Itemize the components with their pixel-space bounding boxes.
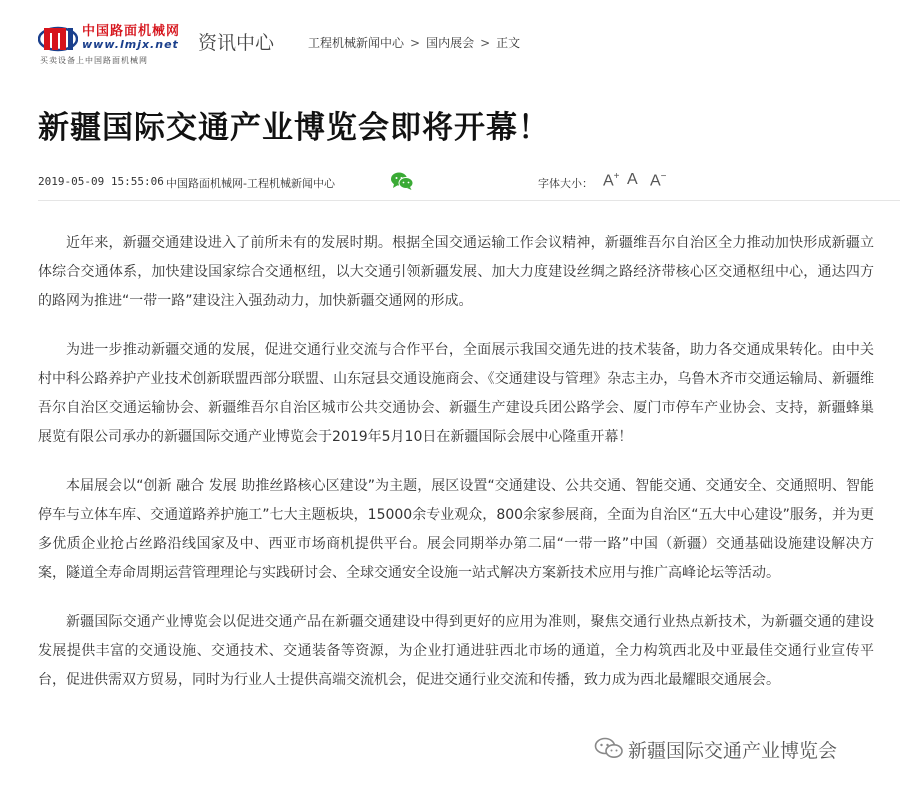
logo-mark-icon bbox=[38, 22, 78, 56]
font-size-label: 字体大小： bbox=[538, 177, 593, 190]
article-source[interactable]: 中国路面机械网-工程机械新闻中心 bbox=[166, 177, 335, 190]
article-paragraph: 新疆国际交通产业博览会以促进交通产品在新疆交通建设中得到更好的应用为准则，聚焦交通行业热点新技术，为新疆交通的建设发展提供丰富的交通设施、交通技术、交通装备等资源，为企业打通进驻西北市场的通道，全力构筑西北及中亚最佳交通行业宣传平台，促进供需双方贸易，同时为行业人士提供高端交流机会，促进交通行业交流和传播，致力成为西北最耀眼交通展会。 bbox=[38, 614, 874, 688]
breadcrumb-separator: > bbox=[480, 36, 491, 50]
meta-divider bbox=[38, 200, 900, 201]
breadcrumb-item-domestic-expo[interactable]: 国内展会 bbox=[426, 36, 475, 50]
article-body bbox=[38, 229, 874, 715]
section-title[interactable]: 资讯中心 bbox=[198, 32, 275, 54]
breadcrumb bbox=[308, 34, 520, 51]
breadcrumb-item-news-center[interactable]: 工程机械新闻中心 bbox=[308, 36, 405, 50]
font-decrease-button[interactable]: A− bbox=[650, 171, 667, 190]
site-logo[interactable] bbox=[38, 18, 193, 68]
font-reset-button[interactable]: A bbox=[627, 171, 638, 188]
site-header bbox=[0, 0, 900, 80]
wechat-share-icon[interactable] bbox=[390, 171, 414, 191]
font-increase-button[interactable]: A+ bbox=[603, 171, 620, 190]
article-title: 新疆国际交通产业博览会即将开幕！ bbox=[38, 110, 550, 146]
article-paragraph: 为进一步推动新疆交通的发展，促进交通行业交流与合作平台，全面展示我国交通先进的技术装备，助力各交通成果转化。由中关村中科公路养护产业技术创新联盟西部分联盟、山东冠县交通设施商会、《交通建设与管理》杂志主办，乌鲁木齐市交通运输局、新疆维吾尔自治区交通运输协会、新疆维吾尔自治区城市公共交通协会、新疆生产建设兵团公路学会、厦门市停车产业协会、支持，新疆蜂巢展览有限公司承办的新疆国际交通产业博览会于2019年5月10日在新疆国际会展中心隆重开幕！ bbox=[38, 342, 874, 445]
logo-name: 中国路面机械网 bbox=[82, 24, 181, 39]
logo-url: www.lmjx.net bbox=[82, 38, 179, 51]
watermark-text: 新疆国际交通产业博览会 bbox=[628, 740, 838, 762]
logo-tagline: 买卖设备上中国路面机械网 bbox=[40, 56, 148, 65]
publish-date: 2019-05-09 15:55:06 bbox=[38, 175, 164, 188]
breadcrumb-separator: > bbox=[410, 36, 421, 50]
article-meta bbox=[38, 171, 900, 193]
wechat-watermark-icon bbox=[594, 737, 624, 759]
article-paragraph: 近年来，新疆交通建设进入了前所未有的发展时期。根据全国交通运输工作会议精神，新疆维吾尔自治区全力推动加快形成新疆立体综合交通体系，加快建设国家综合交通枢纽，以大交通引领新疆发展、加大力度建设丝绸之路经济带核心区交通枢纽中心，通达四方的路网为推进“一带一路”建设注入强劲动力，加快新疆交通网的形成。 bbox=[38, 235, 874, 309]
breadcrumb-item-current: 正文 bbox=[496, 36, 521, 50]
article-paragraph: 本届展会以“创新 融合 发展 助推丝路核心区建设”为主题，展区设置“交通建设、公共交通、智能交通、交通安全、交通照明、智能停车与立体车库、交通道路养护施工”七大主题板块，15000余专业观众，800余家参展商，全面为自治区“五大中心建设”服务，并为更多优质企业抢占丝路沿线国家及中、西亚市场商机提供平台。展会同期举办第二届“一带一路”中国（新疆）交通基础设施建设解决方案，隧道全寿命周期运营管理理论与实践研讨会、全球交通安全设施一站式解决方案新技术应用与推广高峰论坛等活动。 bbox=[38, 478, 874, 581]
